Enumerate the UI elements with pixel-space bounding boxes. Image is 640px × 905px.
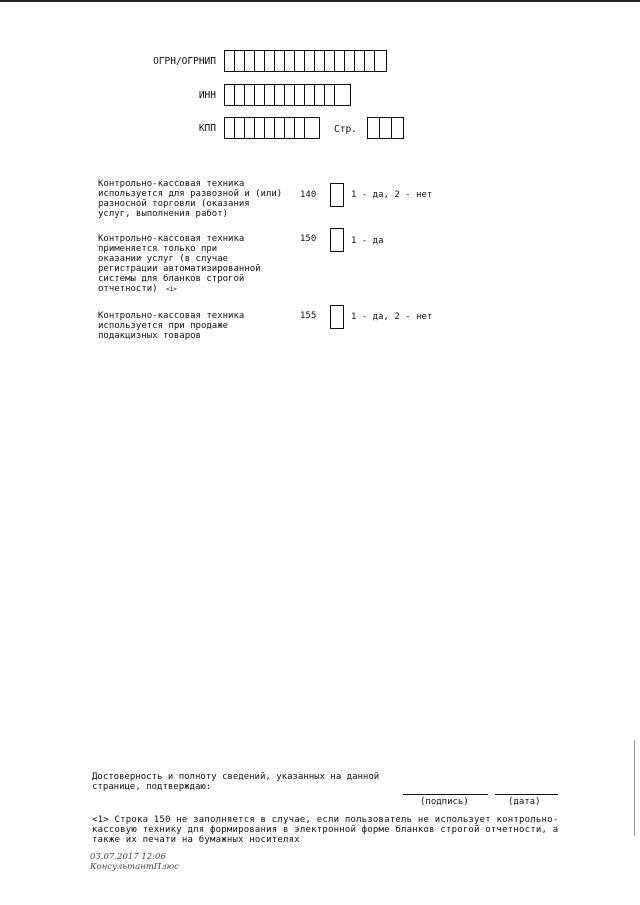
row-150-text: Контрольно-кассовая техника применяется только при оказании услуг (в случае регистрации автоматизированной системы для бланков строгой отчетности) bbox=[98, 234, 261, 294]
row-155-hint: 1 - да, 2 - нет bbox=[351, 312, 433, 322]
page-label: Стр. bbox=[334, 124, 357, 135]
kpp-label: КПП bbox=[198, 123, 216, 134]
footnote-text: <1> Строка 150 не заполняется в случае, если пользователь не использует контрольно- кассовую технику для формирования в электронной форме бланков строгой отчетности, а также их печати на бумажных носителях bbox=[92, 815, 559, 845]
row-150-code: 150 bbox=[300, 234, 317, 244]
signature-line[interactable] bbox=[403, 794, 488, 795]
row-155-code: 155 bbox=[300, 311, 317, 321]
date-line[interactable] bbox=[495, 794, 558, 795]
inn-cells[interactable] bbox=[224, 84, 351, 106]
kpp-cells[interactable] bbox=[224, 117, 320, 139]
scan-top-edge bbox=[0, 0, 640, 2]
signature-label: (подпись) bbox=[420, 797, 469, 807]
row-140-code: 140 bbox=[300, 190, 317, 200]
row-155-input-box[interactable] bbox=[330, 305, 344, 329]
row-140-hint: 1 - да, 2 - нет bbox=[351, 190, 433, 200]
scan-edge-mark bbox=[634, 740, 635, 836]
print-stamp-source: КонсультантПлюс bbox=[90, 862, 179, 872]
inn-label: ИНН bbox=[198, 90, 216, 101]
print-stamp-date: 03.07.2017 12:06 bbox=[90, 852, 166, 862]
row-150-input-box[interactable] bbox=[330, 228, 344, 252]
row-140-input-box[interactable] bbox=[330, 183, 344, 207]
ogrn-label: ОГРН/ОГРНИП bbox=[153, 56, 216, 67]
row-155-text: Контрольно-кассовая техника используется при продаже подакцизных товаров bbox=[98, 311, 245, 341]
row-140-text: Контрольно-кассовая техника используется для развозной и (или) разносной торговли (оказания услуг, выполнения работ) bbox=[98, 179, 283, 219]
ogrn-cells[interactable] bbox=[224, 50, 387, 72]
date-label: (дата) bbox=[508, 797, 541, 807]
row-150-hint: 1 - да bbox=[351, 236, 384, 246]
page-number-cells[interactable] bbox=[367, 117, 404, 139]
row-150-footnote-ref: <1> bbox=[166, 286, 177, 293]
confirm-text: Достоверность и полноту сведений, указанных на данной странице, подтверждаю: bbox=[92, 772, 380, 792]
